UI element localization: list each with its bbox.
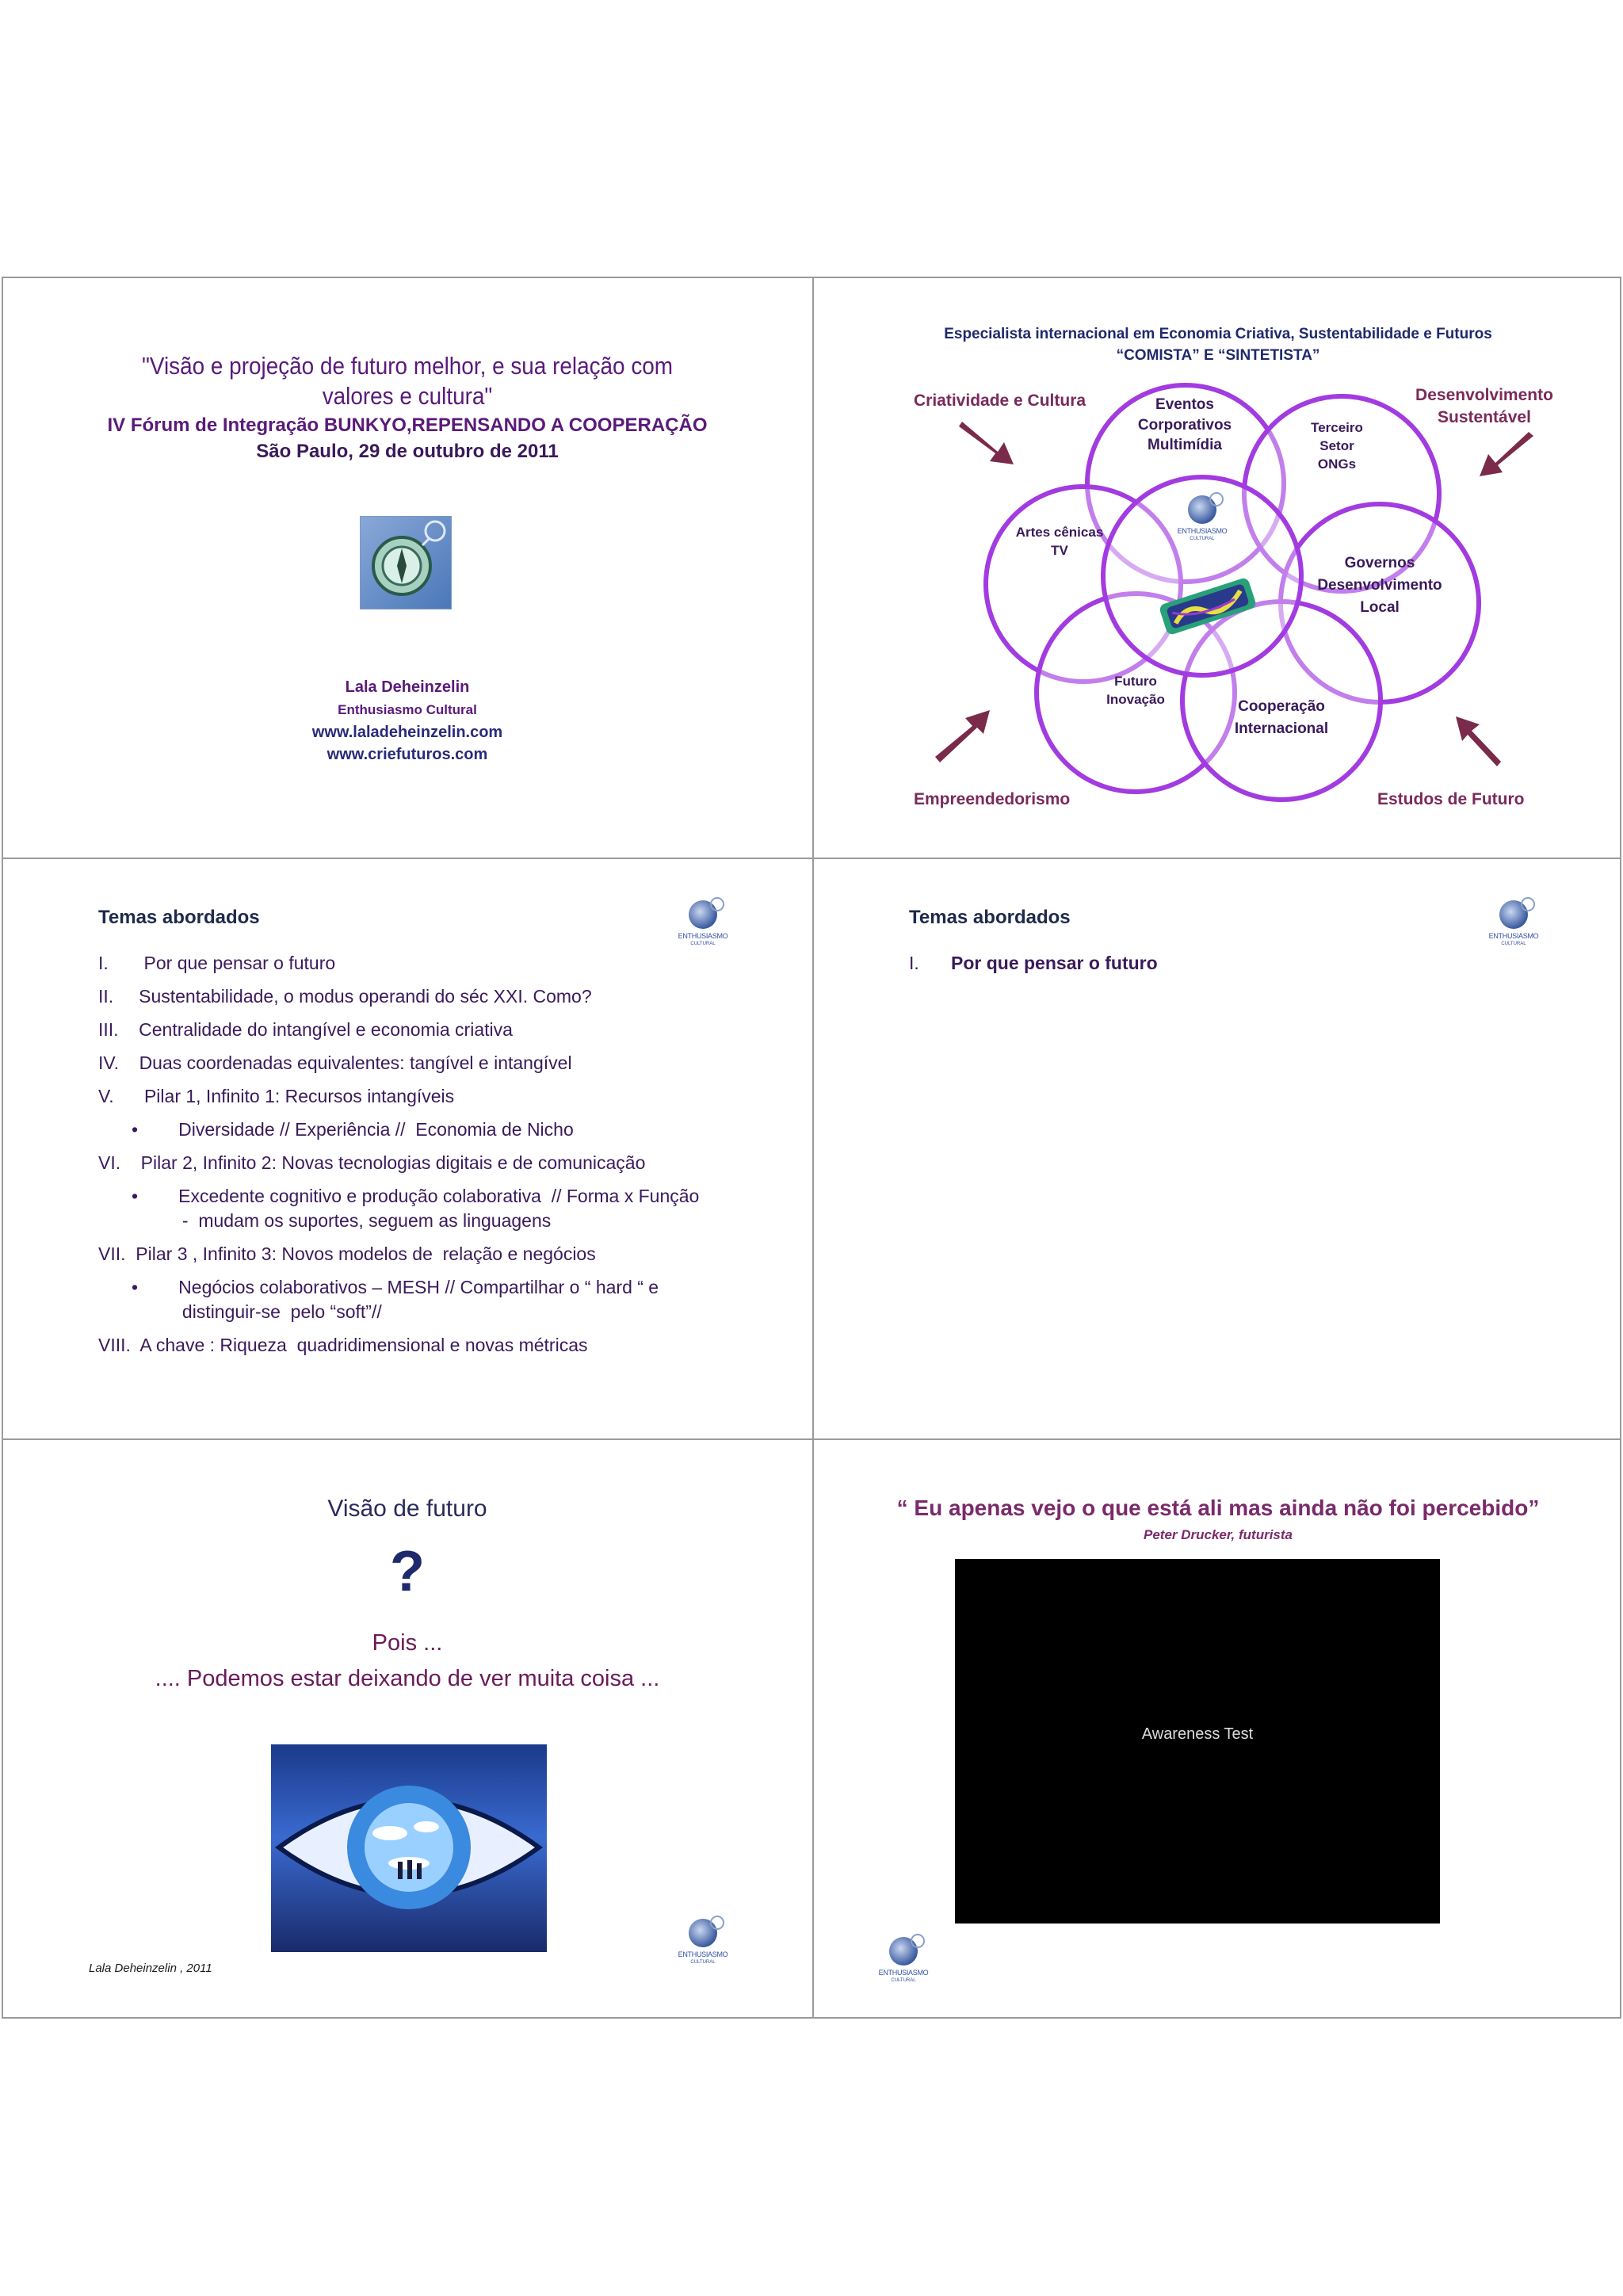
topic-item: VIII. A chave : Riqueza quadridimensional e novas métricas bbox=[98, 1335, 588, 1355]
label-terceiro-2: Setor bbox=[1319, 437, 1354, 453]
label-governos bbox=[1300, 552, 1459, 619]
topics-title: Temas abordados bbox=[909, 907, 1071, 928]
enthusiasmo-logo-small bbox=[675, 897, 731, 953]
topic-subitem: • Excedente cognitivo e produção colaborativa // Forma x Função bbox=[132, 1186, 700, 1206]
slide-2-diagram bbox=[814, 278, 1622, 858]
label-terceiro-3: ONGs bbox=[1317, 456, 1357, 472]
expert-heading-1: Especialista internacional em Economia Criativa, Sustentabilidade e Futuros bbox=[944, 326, 1492, 342]
quote-line-1: "Visão e projeção de futuro melhor, e sua relação com bbox=[141, 352, 674, 380]
website-1[interactable]: www.laladeheinzelin.com bbox=[311, 724, 503, 741]
website-2[interactable]: www.criefuturos.com bbox=[327, 746, 488, 763]
label-governos-1: Governos bbox=[1344, 555, 1415, 571]
handout-sheet bbox=[2, 277, 1621, 2019]
label-futuro bbox=[1080, 673, 1191, 709]
enthusiasmo-logo-small bbox=[876, 1934, 931, 1989]
topic-subitem-cont: distinguir-se pelo “soft”// bbox=[132, 1301, 382, 1322]
missing-line: .... Podemos estar deixando de ver muita coisa ... bbox=[155, 1666, 660, 1691]
label-futuro-1: Futuro bbox=[1114, 674, 1157, 689]
compass-image bbox=[360, 516, 452, 609]
topic-item: I. Por que pensar o futuro bbox=[98, 953, 336, 973]
corner-desenvolvimento-line-1: Desenvolvimento bbox=[1415, 386, 1553, 404]
logo-word: ENTHUSIASMO bbox=[878, 1969, 929, 1977]
enthusiasmo-logo-small bbox=[675, 1916, 731, 1971]
awareness-video[interactable] bbox=[955, 1559, 1440, 1924]
corner-desenvolvimento-line-2: Sustentável bbox=[1438, 408, 1531, 426]
topic-subitem: • Diversidade // Experiência // Economia de Nicho bbox=[132, 1119, 574, 1140]
organization: Enthusiasmo Cultural bbox=[338, 702, 477, 717]
topics-title: Temas abordados bbox=[98, 907, 260, 928]
logo-word: ENTHUSIASMO bbox=[678, 1950, 728, 1958]
eye-image bbox=[271, 1744, 547, 1952]
ring-icon bbox=[911, 1934, 925, 1948]
ring-icon bbox=[1209, 492, 1224, 506]
arrow-top-right bbox=[1480, 432, 1533, 476]
author-credit: Lala Deheinzelin , 2011 bbox=[89, 1962, 212, 1975]
label-eventos-2: Corporativos bbox=[1137, 416, 1232, 434]
drucker-quote: “ Eu apenas vejo o que está ali mas ainda não foi percebido” bbox=[896, 1496, 1540, 1520]
logo-sub: CULTURAL bbox=[1501, 942, 1526, 946]
label-eventos-1: Eventos bbox=[1155, 396, 1214, 413]
topic-item: IV. Duas coordenadas equivalentes: tangível e intangível bbox=[98, 1052, 572, 1073]
label-futuro-2: Inovação bbox=[1106, 691, 1165, 707]
logo-sub: CULTURAL bbox=[891, 1978, 916, 1983]
arrow-top-left bbox=[959, 422, 1014, 464]
topic-subitem: • Negócios colaborativos – MESH // Compartilhar o “ hard “ e bbox=[132, 1277, 659, 1297]
topics-list bbox=[98, 953, 780, 1396]
logo-word: ENTHUSIASMO bbox=[678, 932, 728, 940]
slide-3-topics bbox=[3, 859, 812, 1438]
quote-attribution: Peter Drucker, futurista bbox=[1143, 1527, 1293, 1542]
author-name: Lala Deheinzelin bbox=[345, 678, 470, 696]
label-terceiro-setor bbox=[1289, 419, 1384, 474]
label-artes bbox=[1004, 524, 1115, 560]
logo-sub: CULTURAL bbox=[690, 942, 716, 946]
vision-title: Visão de futuro bbox=[327, 1496, 487, 1522]
ring-icon bbox=[710, 897, 724, 911]
enthusiasmo-logo bbox=[1174, 492, 1230, 548]
question-mark: ? bbox=[390, 1540, 425, 1603]
topic-item: V. Pilar 1, Infinito 1: Recursos intangíveis bbox=[98, 1086, 455, 1106]
label-governos-3: Local bbox=[1360, 599, 1400, 616]
corner-criatividade: Criatividade e Cultura bbox=[914, 392, 1086, 410]
expert-heading-2: “COMISTA” E “SINTETISTA” bbox=[1116, 347, 1320, 364]
label-eventos bbox=[1129, 395, 1240, 456]
video-label: Awareness Test bbox=[1141, 1725, 1254, 1743]
label-cooperacao-2: Internacional bbox=[1234, 720, 1329, 737]
topic-number: I. bbox=[909, 953, 919, 973]
arrow-bottom-right bbox=[1456, 716, 1501, 766]
topic-item: VII. Pilar 3 , Infinito 3: Novos modelos de relação e negócios bbox=[98, 1244, 596, 1264]
quote-line-2: valores e cultura" bbox=[322, 382, 493, 410]
ring-icon bbox=[1521, 897, 1535, 911]
label-cooperacao bbox=[1218, 696, 1345, 740]
logo-word: ENTHUSIASMO bbox=[1488, 932, 1539, 940]
corner-estudos-futuro: Estudos de Futuro bbox=[1377, 790, 1525, 808]
arrow-bottom-left bbox=[935, 710, 990, 762]
forum-title: IV Fórum de Integração BUNKYO,REPENSANDO A COOPERAÇÃO bbox=[107, 415, 708, 436]
enthusiasmo-logo-small bbox=[1486, 897, 1541, 953]
slide-4-topics bbox=[814, 859, 1622, 1438]
label-eventos-3: Multimídia bbox=[1148, 437, 1222, 454]
slide-5-vision bbox=[3, 1440, 812, 2019]
cria-futuros-logo bbox=[1156, 573, 1259, 640]
corner-empreendedorismo: Empreendedorismo bbox=[914, 790, 1071, 808]
topic-item: III. Centralidade do intangível e economia criativa bbox=[98, 1019, 513, 1040]
slide-1-title bbox=[3, 278, 812, 858]
topic-subitem-cont: - mudam os suportes, seguem as linguagens bbox=[132, 1210, 552, 1231]
label-artes-1: Artes cênicas bbox=[1015, 525, 1104, 540]
logo-sub: CULTURAL bbox=[690, 1960, 716, 1965]
label-governos-2: Desenvolvimento bbox=[1317, 577, 1442, 594]
label-cooperacao-1: Cooperação bbox=[1238, 698, 1325, 715]
ring-icon bbox=[710, 1916, 724, 1930]
pois-line: Pois ... bbox=[372, 1630, 443, 1656]
topic-current: Por que pensar o futuro bbox=[951, 953, 1158, 973]
label-artes-2: TV bbox=[1051, 542, 1068, 558]
event-date: São Paulo, 29 de outubro de 2011 bbox=[256, 441, 559, 462]
slide-6-quote bbox=[814, 1440, 1622, 2019]
topic-item: II. Sustentabilidade, o modus operandi do séc XXI. Como? bbox=[98, 986, 592, 1007]
logo-sub: CULTURAL bbox=[1190, 537, 1215, 541]
topic-item: VI. Pilar 2, Infinito 2: Novas tecnologias digitais e de comunicação bbox=[98, 1152, 646, 1173]
label-terceiro-1: Terceiro bbox=[1311, 420, 1363, 435]
logo-word: ENTHUSIASMO bbox=[1177, 527, 1228, 535]
